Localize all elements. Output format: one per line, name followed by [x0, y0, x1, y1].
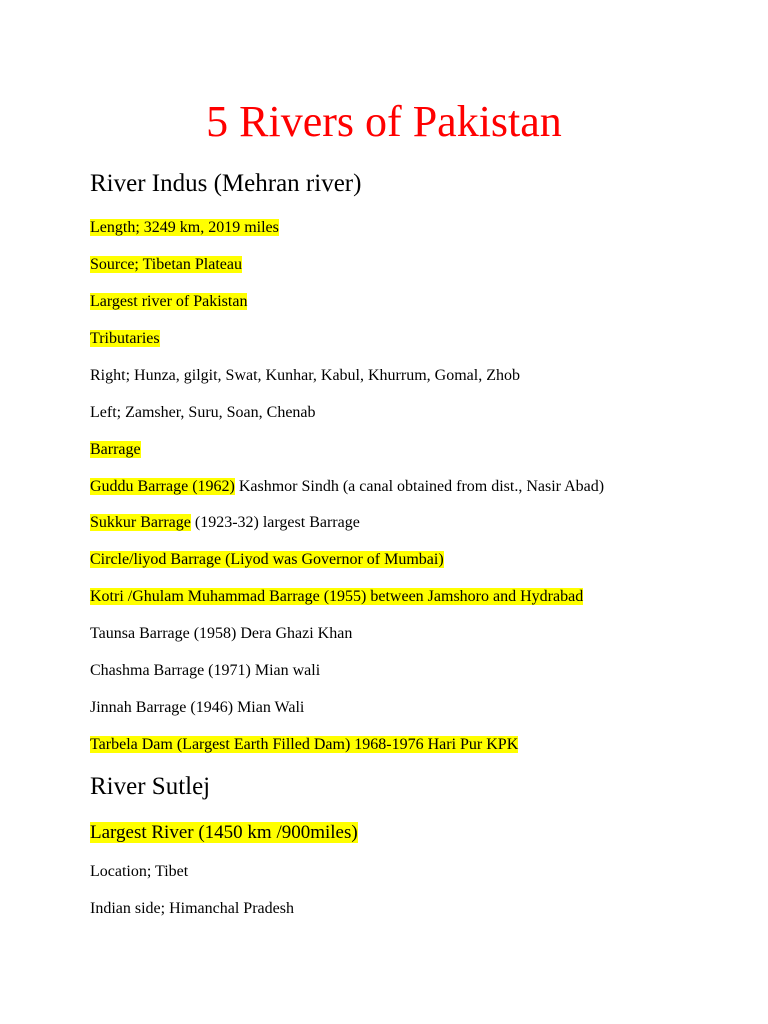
plain-text: Left; Zamsher, Suru, Soan, Chenab [90, 404, 316, 421]
highlighted-text: Barrage [90, 441, 141, 458]
indus-line-taunsa [90, 623, 352, 645]
sutlej-line-location [90, 861, 188, 883]
indus-line-barrage [90, 439, 141, 461]
sutlej-line-largest [90, 820, 358, 846]
plain-text: Kashmor Sindh (a canal obtained from dist., Nasir Abad) [234, 478, 605, 495]
indus-line-left-tributaries [90, 402, 316, 424]
highlighted-text: Largest river of Pakistan [90, 293, 248, 310]
sutlej-line-indian-side [90, 898, 294, 920]
indus-line-largest [90, 291, 247, 313]
indus-line-sukkur [90, 512, 360, 534]
highlighted-text: Source; Tibetan Plateau [90, 256, 242, 273]
highlighted-text: Length; 3249 km, 2019 miles [90, 219, 279, 236]
plain-text: (1923-32) largest Barrage [190, 514, 360, 531]
section-heading-indus: River Indus (Mehran river) [90, 170, 362, 197]
plain-text: Taunsa Barrage (1958) Dera Ghazi Khan [90, 625, 353, 642]
highlighted-text: Largest River (1450 km /900miles) [90, 822, 358, 843]
plain-text: Right; Hunza, gilgit, Swat, Kunhar, Kabul, Khurrum, Gomal, Zhob [90, 367, 520, 384]
indus-line-guddu [90, 476, 604, 498]
plain-text: Location; Tibet [90, 863, 189, 880]
indus-line-right-tributaries [90, 365, 520, 387]
section-heading-sutlej: River Sutlej [90, 773, 211, 800]
plain-text: Jinnah Barrage (1946) Mian Wali [90, 699, 305, 716]
highlighted-text: Sukkur Barrage [90, 514, 191, 531]
plain-text: Indian side; Himanchal Pradesh [90, 900, 294, 917]
indus-line-chashma [90, 660, 320, 682]
indus-line-circle-liyod [90, 549, 444, 571]
page-title: 5 Rivers of Pakistan [206, 97, 562, 146]
indus-line-tributaries [90, 328, 160, 350]
highlighted-text: Tributaries [90, 330, 160, 347]
highlighted-text: Circle/liyod Barrage (Liyod was Governor of Mumbai) [90, 551, 444, 568]
indus-line-jinnah [90, 697, 304, 719]
indus-line-length [90, 217, 279, 239]
highlighted-text: Tarbela Dam (Largest Earth Filled Dam) 1968-1976 Hari Pur KPK [90, 736, 519, 753]
indus-line-tarbela [90, 734, 518, 756]
plain-text: Chashma Barrage (1971) Mian wali [90, 662, 321, 679]
highlighted-text: Kotri /Ghulam Muhammad Barrage (1955) between Jamshoro and Hydrabad [90, 588, 584, 605]
indus-line-source [90, 254, 242, 276]
highlighted-text: Guddu Barrage (1962) [90, 478, 235, 495]
indus-line-kotri [90, 586, 583, 608]
